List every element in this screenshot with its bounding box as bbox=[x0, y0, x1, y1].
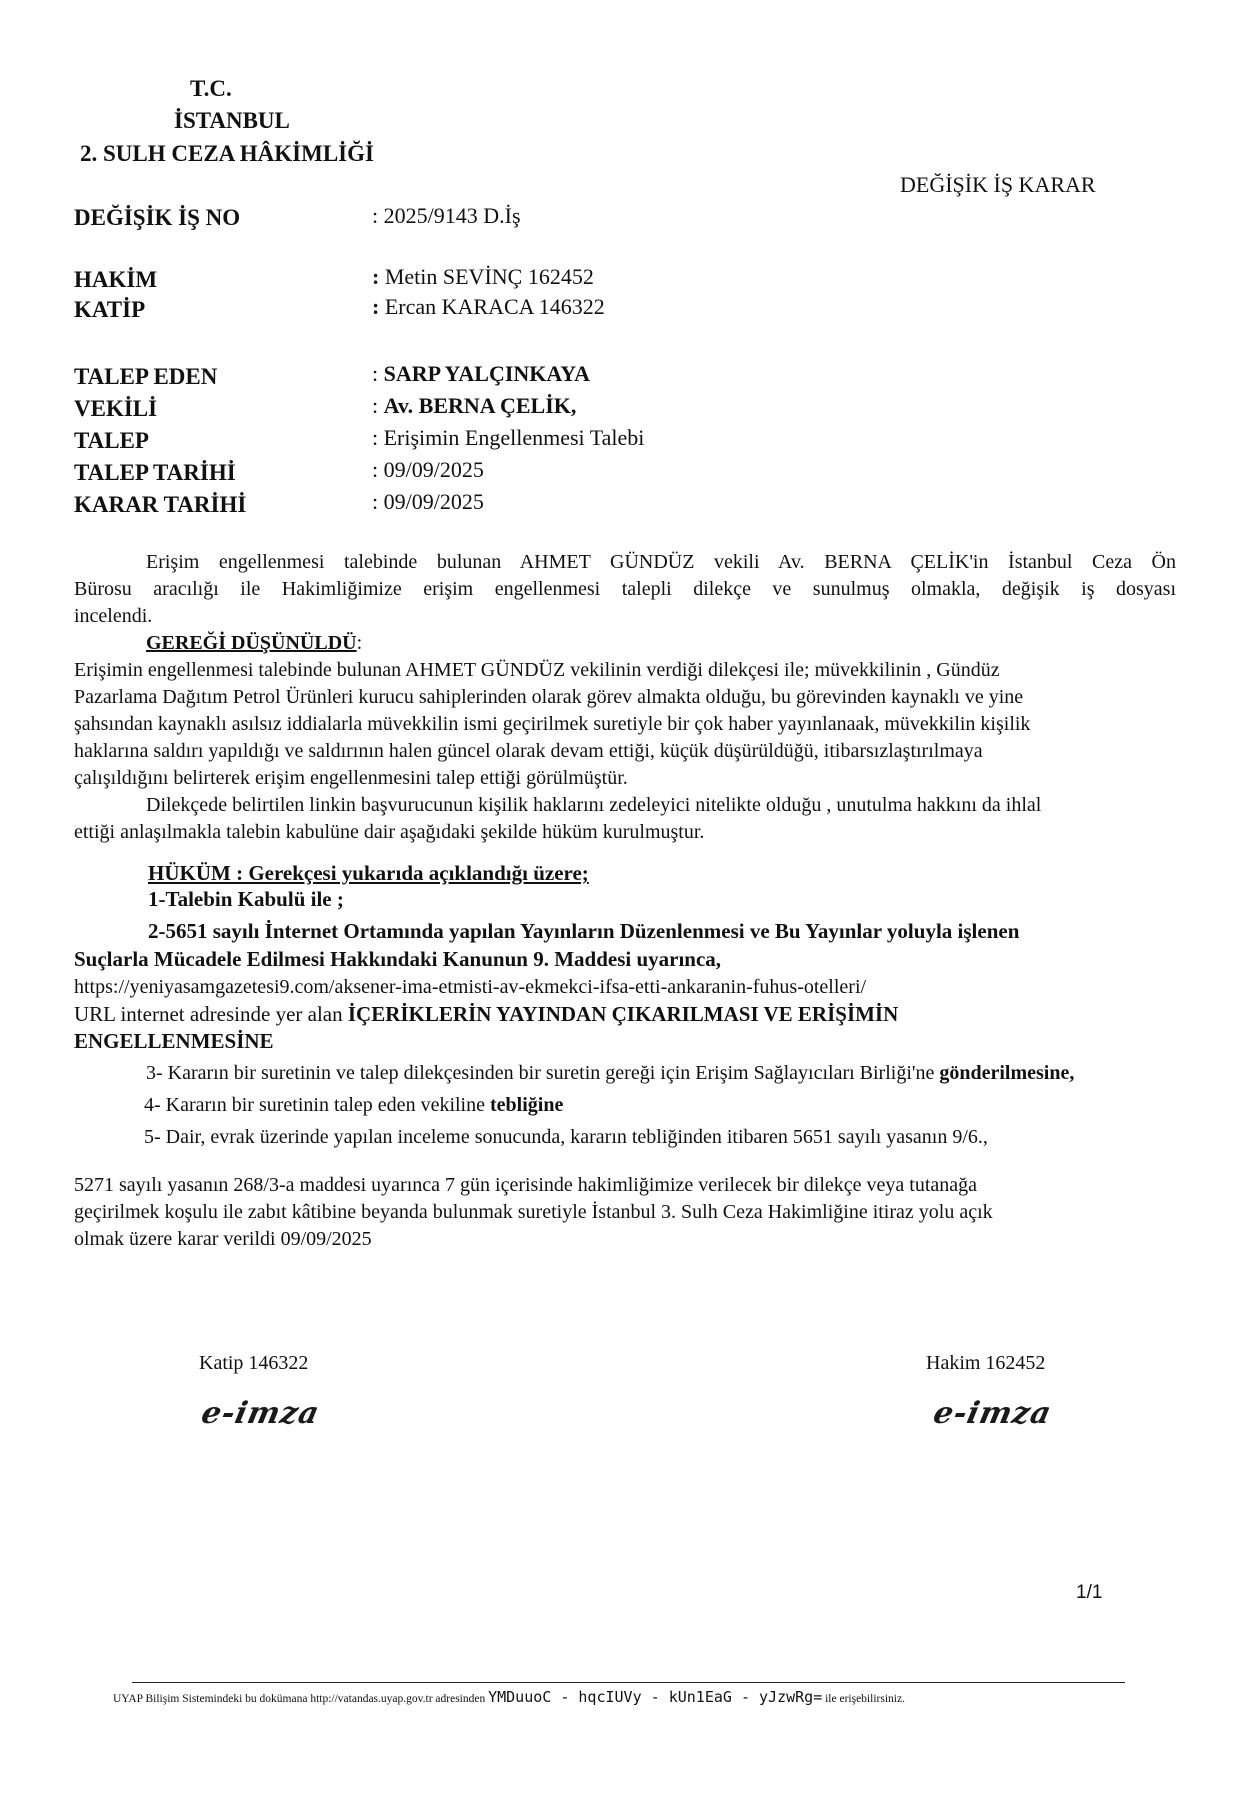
page-number: 1/1 bbox=[1076, 1582, 1103, 1603]
header-tc: T.C. bbox=[190, 76, 232, 101]
hukum-item-2-line-1: 2-5651 sayılı İnternet Ortamında yapılan Yayınların Düzenlenmesi ve Bu Yayınlar yoluyla işlenen bbox=[148, 919, 1020, 943]
is-no-value: : 2025/9143 D.İş bbox=[372, 203, 521, 228]
katip-signature-label: Katip 146322 bbox=[199, 1352, 309, 1374]
url-line-2: ENGELLENMESİNE bbox=[74, 1029, 274, 1053]
footer-divider bbox=[132, 1682, 1125, 1683]
talep-tarihi-label: TALEP TARİHİ bbox=[74, 460, 236, 485]
hakim-label: HAKİM bbox=[74, 267, 158, 292]
hakim-e-imza: e-imza bbox=[930, 1396, 1055, 1431]
karar-tarihi-label: KARAR TARİHİ bbox=[74, 492, 247, 517]
header-court: 2. SULH CEZA HÂKİMLİĞİ bbox=[80, 141, 374, 166]
p2-line-2: ettiği anlaşılmakla talebin kabulüne dair aşağıdaki şekilde hüküm kurulmuştur. bbox=[74, 821, 705, 843]
footer-note: UYAP Bilişim Sistemindeki bu dokümana http://vatandas.uyap.gov.tr adresinden YMDuuoC - hqcIUVy - kUn1EaG - yJzwRg= ile erişebilirsiniz. bbox=[113, 1688, 905, 1706]
hakim-signature-label: Hakim 162452 bbox=[926, 1352, 1046, 1374]
p1-line-5: çalışıldığını belirterek erişim engellenmesini talep ettiği görülmüştür. bbox=[74, 767, 628, 789]
hukum-heading: HÜKÜM : Gerekçesi yukarıda açıklandığı üzere; bbox=[148, 861, 589, 885]
target-url: https://yeniyasamgazetesi9.com/aksener-ima-etmisti-av-ekmekci-ifsa-etti-ankaranin-fuhus-otelleri/ bbox=[74, 976, 867, 998]
intro-line-1: Erişim engellenmesi talebinde bulunan AHMET GÜNDÜZ vekili Av. BERNA ÇELİK'in İstanbul Ceza Ön bbox=[146, 551, 1176, 573]
hukum-item-1: 1-Talebin Kabulü ile ; bbox=[148, 887, 344, 911]
footer-access-code: YMDuuoC - hqcIUVy - kUn1EaG - yJzwRg= bbox=[488, 1688, 823, 1706]
talep-tarihi-value: : 09/09/2025 bbox=[372, 457, 484, 482]
p1-line-1: Erişimin engellenmesi talebinde bulunan AHMET GÜNDÜZ vekilinin verdiği dilekçesi ile; müvekkilinin , Gündüz bbox=[74, 659, 1000, 681]
document-type: DEĞİŞİK İŞ KARAR bbox=[900, 172, 1096, 197]
p1-line-3: şahsından kaynaklı asılsız iddialarla müvekkilin ismi geçirilmek suretiyle bir çok haber yayınlanaak, müvekkilin kişilik bbox=[74, 713, 1031, 735]
p2-line-1: Dilekçede belirtilen linkin başvurucunun kişilik haklarını zedeleyici nitelikte olduğu , unutulma hakkını da ihlal bbox=[146, 794, 1042, 816]
final-line-1: 5271 sayılı yasanın 268/3-a maddesi uyarınca 7 gün içerisinde hakimliğimize verilecek bir dilekçe veya tutanağa bbox=[74, 1174, 978, 1196]
final-line-3: olmak üzere karar verildi 09/09/2025 bbox=[74, 1228, 372, 1250]
katip-e-imza: e-imza bbox=[198, 1396, 323, 1431]
hukum-item-5: 5- Dair, evrak üzerinde yapılan inceleme sonucunda, kararın tebliğinden itibaren 5651 sayılı yasanın 9/6., bbox=[144, 1126, 988, 1148]
header-city: İSTANBUL bbox=[174, 108, 290, 133]
final-line-2: geçirilmek koşulu ile zabıt kâtibine beyanda bulunmak suretiyle İstanbul 3. Sulh Ceza Hakimliğine itiraz yolu açık bbox=[74, 1201, 993, 1223]
hukum-item-3: 3- Kararın bir suretinin ve talep dilekçesinden bir suretin gereği için Erişim Sağlayıcıları Birliği'ne gönderilmesine, bbox=[146, 1062, 1075, 1084]
katip-value: : Ercan KARACA 146322 bbox=[372, 294, 605, 319]
vekili-label: VEKİLİ bbox=[74, 396, 158, 421]
talep-eden-label: TALEP EDEN bbox=[74, 364, 218, 389]
p1-line-4: haklarına saldırı yapıldığı ve saldırının halen güncel olarak devam ettiği, küçük düşürüldüğü, itibarsızlaştırılmaya bbox=[74, 740, 983, 762]
hakim-value: : Metin SEVİNÇ 162452 bbox=[372, 264, 594, 289]
talep-value: : Erişimin Engellenmesi Talebi bbox=[372, 425, 645, 450]
talep-eden-value: : SARP YALÇINKAYA bbox=[372, 361, 591, 386]
talep-label: TALEP bbox=[74, 428, 149, 453]
hukum-item-2-line-2: Suçlarla Mücadele Edilmesi Hakkındaki Kanunun 9. Maddesi uyarınca, bbox=[74, 947, 722, 971]
p1-line-2: Pazarlama Dağıtım Petrol Ürünleri kurucu sahiplerinden olarak görev almakta olduğu, bu görevinden kaynaklı ve yine bbox=[74, 686, 1024, 708]
karar-tarihi-value: : 09/09/2025 bbox=[372, 489, 484, 514]
vekili-value: : Av. BERNA ÇELİK, bbox=[372, 393, 577, 418]
katip-label: KATİP bbox=[74, 297, 146, 322]
intro-line-3: incelendi. bbox=[74, 605, 153, 627]
url-line: URL internet adresinde yer alan İÇERİKLERİN YAYINDAN ÇIKARILMASI VE ERİŞİMİN bbox=[74, 1002, 899, 1026]
geregi-heading: GEREĞİ DÜŞÜNÜLDÜ: bbox=[146, 632, 363, 654]
intro-line-2: Bürosu aracılığı ile Hakimliğimize erişim engellenmesi talepli dilekçe ve sunulmuş olmakla, değişik iş dosyası bbox=[74, 578, 1176, 600]
is-no-label: DEĞİŞİK İŞ NO bbox=[74, 205, 241, 230]
hukum-item-4: 4- Kararın bir suretinin talep eden vekiline tebliğine bbox=[144, 1094, 564, 1116]
